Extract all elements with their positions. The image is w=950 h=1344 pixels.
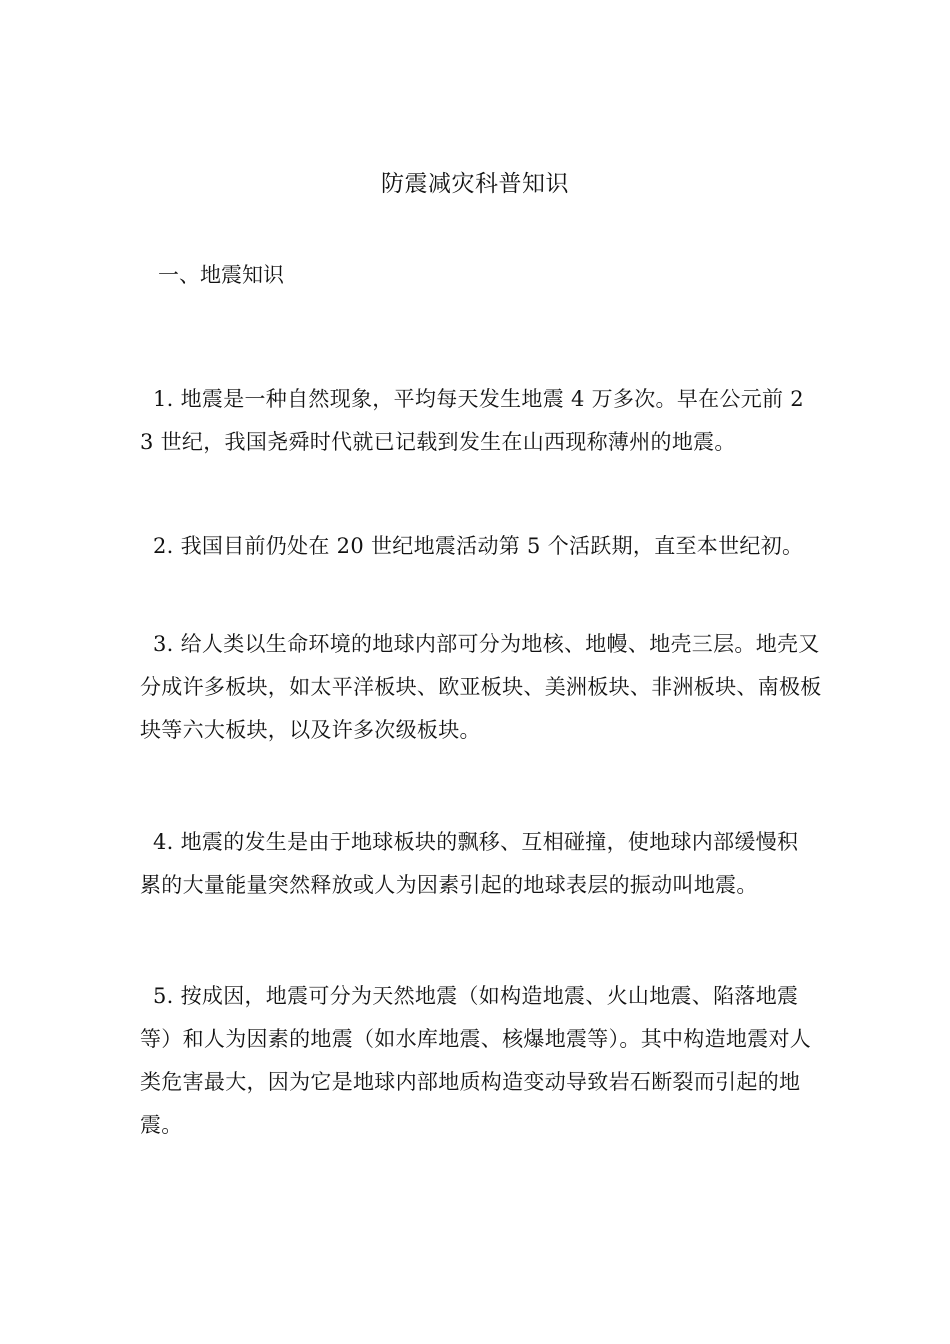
section-heading: 一、地震知识 xyxy=(158,263,284,287)
paragraph-2: 2. 我国目前仍处在 20 世纪地震活动第 5 个活跃期，直至本世纪初。 xyxy=(153,534,804,558)
paragraph-3: 3. 给人类以生命环境的地球内部可分为地核、地幔、地壳三层。地壳又分成许多板块，如太平洋板块、欧亚板块、美洲板块、非洲板块、南极板块等六大板块，以及许多次级板块。 xyxy=(140,632,822,742)
paragraph-5: 5. 按成因，地震可分为天然地震（如构造地震、火山地震、陷落地震等）和人为因素的地震（如水库地震、核爆地震等）。其中构造地震对人类危害最大，因为它是地球内部地质构造变动导致岩石断裂而引起的地震。 xyxy=(140,984,812,1137)
document-title: 防震减灾科普知识 xyxy=(381,171,569,197)
paragraph-1: 1. 地震是一种自然现象，平均每天发生地震 4 万多次。早在公元前 23 世纪，我国尧舜时代就已记载到发生在山西现称薄州的地震。 xyxy=(140,387,804,454)
paragraph-4: 4. 地震的发生是由于地球板块的飘移、互相碰撞，使地球内部缓慢积累的大量能量突然释放或人为因素引起的地球表层的振动叫地震。 xyxy=(140,830,799,897)
